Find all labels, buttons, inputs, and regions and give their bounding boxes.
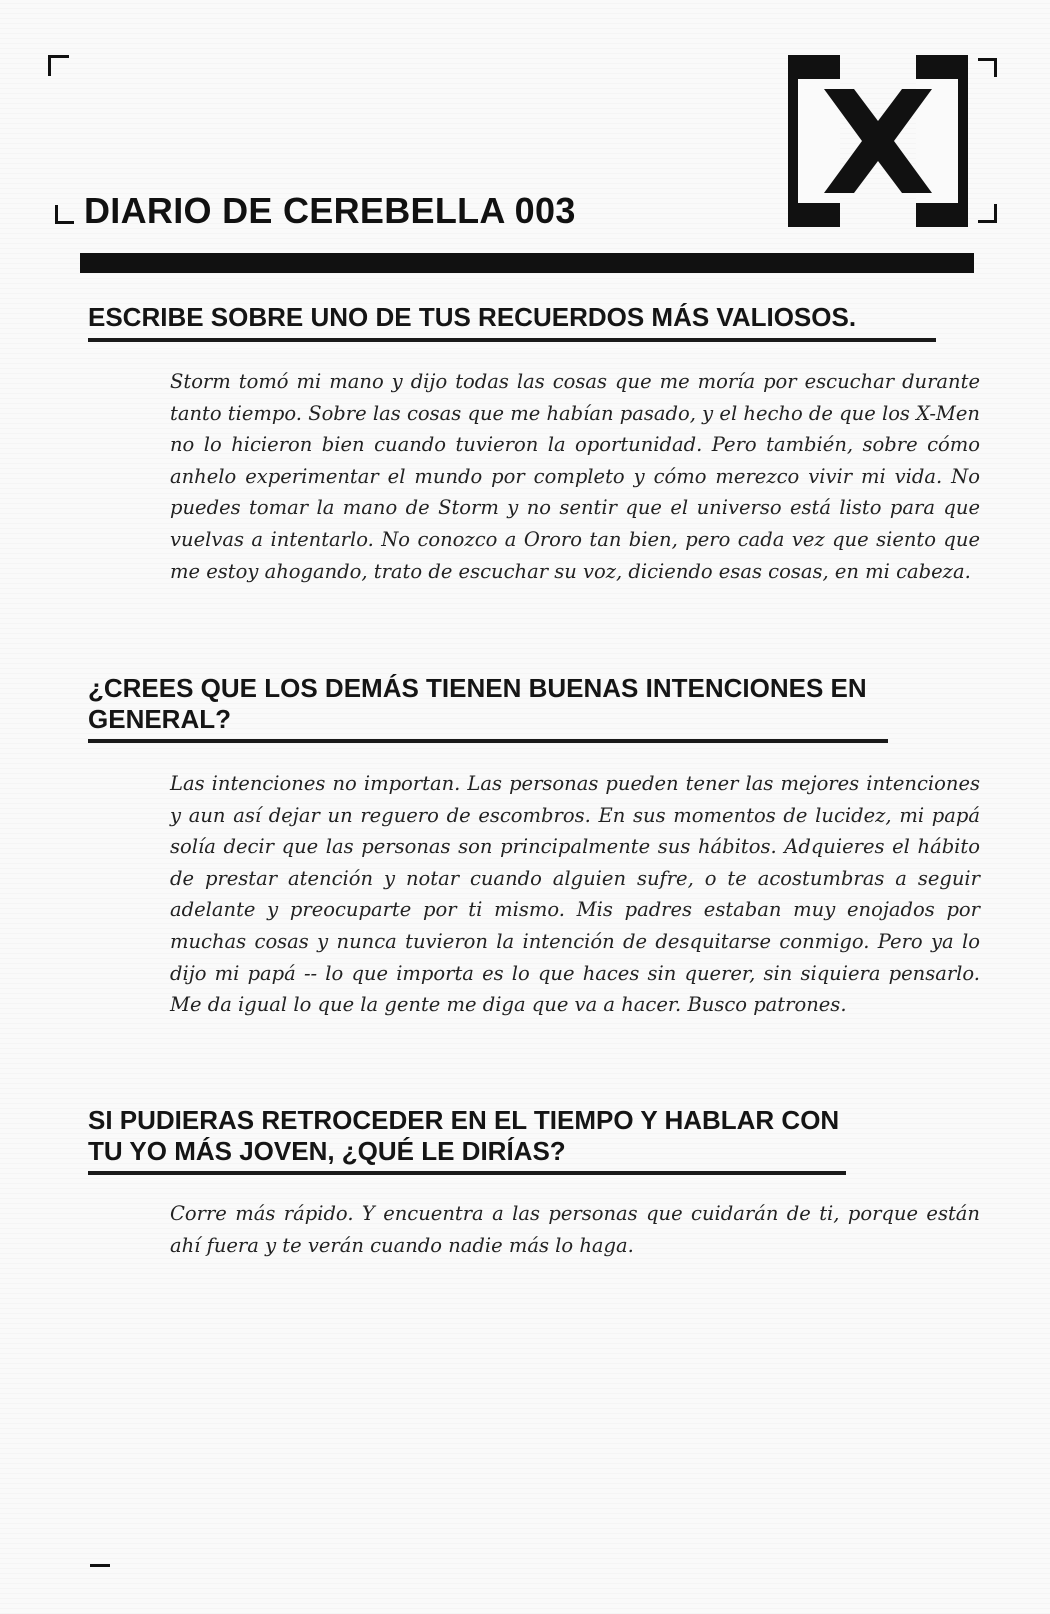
question-3: SI PUDIERAS RETROCEDER EN EL TIEMPO Y HABLAR CON TU YO MÁS JOVEN, ¿QUÉ LE DIRÍAS?	[88, 1105, 840, 1166]
question-1-rule	[88, 338, 936, 342]
question-1: ESCRIBE SOBRE UNO DE TUS RECUERDOS MÁS VALIOSOS.	[88, 302, 857, 332]
title-divider	[80, 253, 974, 273]
answer-1: Storm tomó mi mano y dijo todas las cosas que me moría por escuchar durante tanto tiempo. Sobre las cosas que me habían pasado, y el hecho de que los X-Men no lo hicieron bien cuando tuvieron la oportunidad. Pero también, sobre cómo anhelo experimentar el mundo por completo y cómo merezco vivir mi vida. No puedes tomar la mano de Storm y no sentir que el universo está listo para que vuelvas a intentarlo. No conozco a Ororo tan bien, pero cada vez que siento que me estoy ahogando, trato de escuchar su voz, diciendo esas cosas, en mi cabeza.	[170, 370, 980, 583]
frame-corner-bottom-left	[55, 205, 74, 224]
frame-corner-bottom-right	[978, 204, 997, 223]
question-2-rule	[88, 739, 888, 743]
x-men-logo-icon	[788, 55, 968, 227]
question-2: ¿CREES QUE LOS DEMÁS TIENEN BUENAS INTENCIONES EN GENERAL?	[88, 673, 867, 734]
answer-2: Las intenciones no importan. Las personas pueden tener las mejores intenciones y aun así dejar un reguero de escombros. En sus momentos de lucidez, mi papá solía decir que las personas son principalmente sus hábitos. Adquieres el hábito de prestar atención y notar cuando alguien sufre, o te acostumbras a seguir adelante y preocuparte por ti mismo. Mis padres estaban muy enojados por muchas cosas y nunca tuvieron la intención de desquitarse conmigo. Pero ya lo dijo mi papá -- lo que importa es lo que haces sin querer, sin siquiera pensarlo. Me da igual lo que la gente me diga que va a hacer. Busco patrones.	[170, 772, 980, 1017]
answer-3: Corre más rápido. Y encuentra a las personas que cuidarán de ti, porque están ahí fuera y te verán cuando nadie más lo haga.	[170, 1202, 980, 1257]
frame-corner-top-right	[978, 58, 997, 77]
question-3-rule	[88, 1171, 846, 1175]
page-marker	[90, 1564, 110, 1567]
page-title: DIARIO DE CEREBELLA 003	[84, 190, 576, 231]
frame-corner-top-left	[48, 55, 69, 76]
